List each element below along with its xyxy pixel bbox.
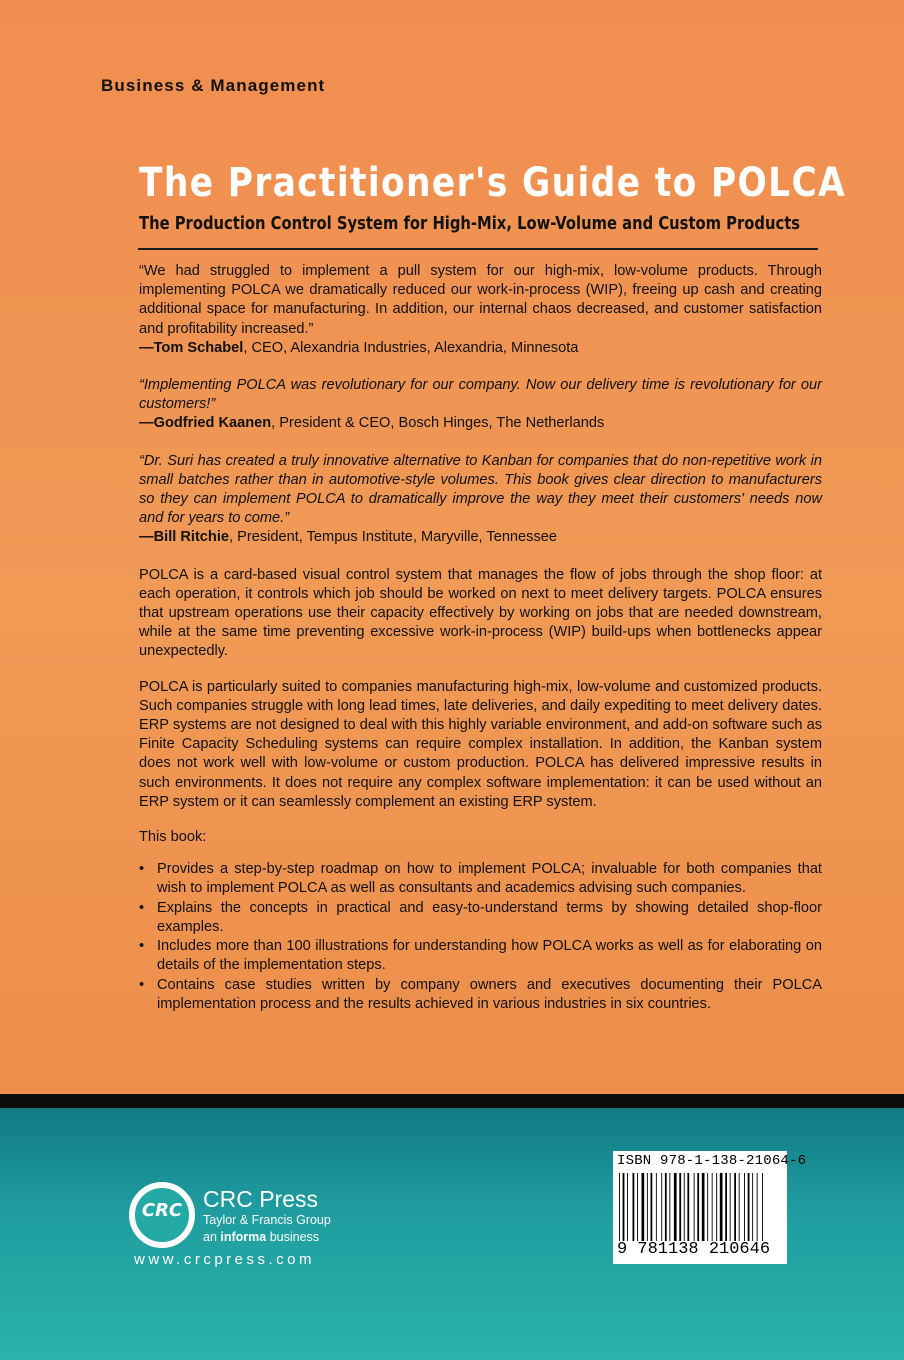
testimonial-role: , President, Tempus Institute, Maryville, Tennessee [229, 529, 557, 546]
feature-list-item: • Contains case studies written by company owners and executives documenting their POLCA implementation process and the results achieved in various industries in six countries. [139, 976, 822, 1014]
barcode-stripe [697, 1173, 699, 1241]
barcode-stripe [623, 1173, 625, 1241]
barcode-stripe [702, 1173, 705, 1241]
barcode-stripe [762, 1173, 763, 1241]
barcode-stripe [637, 1173, 638, 1241]
testimonial-role: , President & CEO, Bosch Hinges, The Netherlands [271, 415, 605, 432]
barcode-stripe [687, 1173, 689, 1241]
publisher-website: www.crcpress.com [134, 1251, 316, 1268]
cover-divider-band [0, 1094, 904, 1108]
isbn-label: ISBN 978-1-138-21064-6 [617, 1153, 807, 1169]
feature-list [139, 860, 822, 1014]
testimonial-quote: “We had struggled to implement a pull system for our high-mix, low-volume products. Through implementing POLCA we dramatically reduced our work-in-process (WIP), freeing up cash and creating additional space for manufacturing. In addition, our internal chaos decreased, and customer satisfaction and profitability increased.” [139, 263, 822, 337]
barcode-stripe [633, 1173, 635, 1241]
testimonial-quote: “Dr. Suri has created a truly innovative alternative to Kanban for companies that do non-repetitive work in small batches rather than in automotive-style volumes. This book gives clear direction to manufacturers so they can implement POLCA to dramatically improve the way they meet their customers' needs now and for years to come.” [139, 452, 822, 527]
testimonial [139, 452, 822, 548]
barcode-stripe [752, 1173, 753, 1241]
barcode-stripe [651, 1173, 653, 1241]
informa-suffix: business [266, 1230, 320, 1244]
barcode-stripe [627, 1173, 628, 1241]
testimonial [139, 262, 822, 358]
category-label: Business & Management [101, 76, 326, 95]
barcode-stripe [674, 1173, 677, 1241]
testimonial-role: , CEO, Alexandria Industries, Alexandria, Minnesota [243, 339, 579, 356]
barcode-stripe [748, 1173, 750, 1241]
barcode-stripe [619, 1173, 620, 1241]
barcode-stripe [734, 1173, 736, 1241]
testimonial-attribution [139, 528, 822, 547]
back-cover-text [139, 262, 822, 1014]
barcode-stripe [707, 1173, 708, 1241]
testimonial-attribution [139, 339, 822, 358]
barcode-stripe [642, 1173, 645, 1241]
testimonial-author: —Godfried Kaanen [139, 415, 272, 432]
testimonial-attribution [139, 414, 822, 433]
testimonial-author: —Bill Ritchie [139, 529, 230, 546]
barcode-stripe [665, 1173, 667, 1241]
barcode-stripe [661, 1173, 662, 1241]
barcode-stripe [720, 1173, 723, 1241]
barcode-stripe [739, 1173, 740, 1241]
crc-logo-text: CRC [141, 1200, 183, 1221]
feature-list-item: • Provides a step-by-step roadmap on how to implement POLCA; invaluable for both companies that wish to implement POLCA as well as consultants and academics advising such companies. [139, 860, 822, 898]
informa-prefix: an [203, 1230, 221, 1244]
testimonial [139, 376, 822, 434]
barcode-stripe [669, 1173, 670, 1241]
barcode-stripe [647, 1173, 648, 1241]
book-title: The Practitioner's Guide to POLCA [139, 160, 847, 206]
barcode-stripe [712, 1173, 713, 1241]
publisher-name: CRC Press [203, 1186, 319, 1212]
testimonial-quote: “Implementing POLCA was revolutionary for our company. Now our delivery time is revolutionary for our customers!” [139, 377, 822, 413]
description-paragraph: POLCA is particularly suited to companies manufacturing high-mix, low-volume and customized products. Such companies struggle with long lead times, late deliveries, and daily expediting to meet delivery dates. ERP systems are not designed to deal with this highly variable environment, and add-on software such as Finite Capacity Scheduling systems can require complex installation. In addition, the Kanban system does not work well with low-volume or custom production. POLCA has delivered impressive results in such environments. It does not require any complex software implementation: it can be used without an ERP system or it can seamlessly complement an existing ERP system. [139, 678, 822, 810]
barcode-stripe [757, 1173, 758, 1241]
barcode-stripe [730, 1173, 731, 1241]
description-paragraph: POLCA is a card-based visual control system that manages the flow of jobs through the shop floor: at each operation, it controls which job should be worked on next to meet delivery targets. POLCA ensures that upstream operations use their capacity effectively by working on jobs that are needed downstream, while at the same time preventing excessive work-in-process (WIP) build-ups when bottlenecks appear unexpectedly. [139, 566, 822, 660]
bullet-lead: This book: [139, 829, 207, 846]
barcode-bars-icon [617, 1173, 783, 1241]
barcode-stripe [656, 1173, 657, 1241]
book-subtitle: The Production Control System for High-Mix, Low-Volume and Custom Products [139, 213, 801, 234]
title-rule [138, 248, 818, 250]
barcode-stripe [694, 1173, 695, 1241]
informa-brand: informa [220, 1230, 267, 1244]
barcode-stripe [744, 1173, 745, 1241]
barcode-stripe [725, 1173, 727, 1241]
barcode-digits: 9 781138 210646 [617, 1240, 771, 1259]
barcode-stripe [684, 1173, 685, 1241]
feature-list-item: • Includes more than 100 illustrations for understanding how POLCA works as well as for elaborating on details of the implementation steps. [139, 937, 822, 975]
publisher-informa-line [203, 1230, 319, 1244]
testimonial-author: —Tom Schabel [139, 339, 244, 356]
feature-list-item: • Explains the concepts in practical and easy-to-understand terms by showing detailed shop-floor examples. [139, 899, 822, 937]
publisher-group: Taylor & Francis Group [203, 1213, 331, 1227]
barcode-stripe [679, 1173, 681, 1241]
barcode-stripe [716, 1173, 717, 1241]
